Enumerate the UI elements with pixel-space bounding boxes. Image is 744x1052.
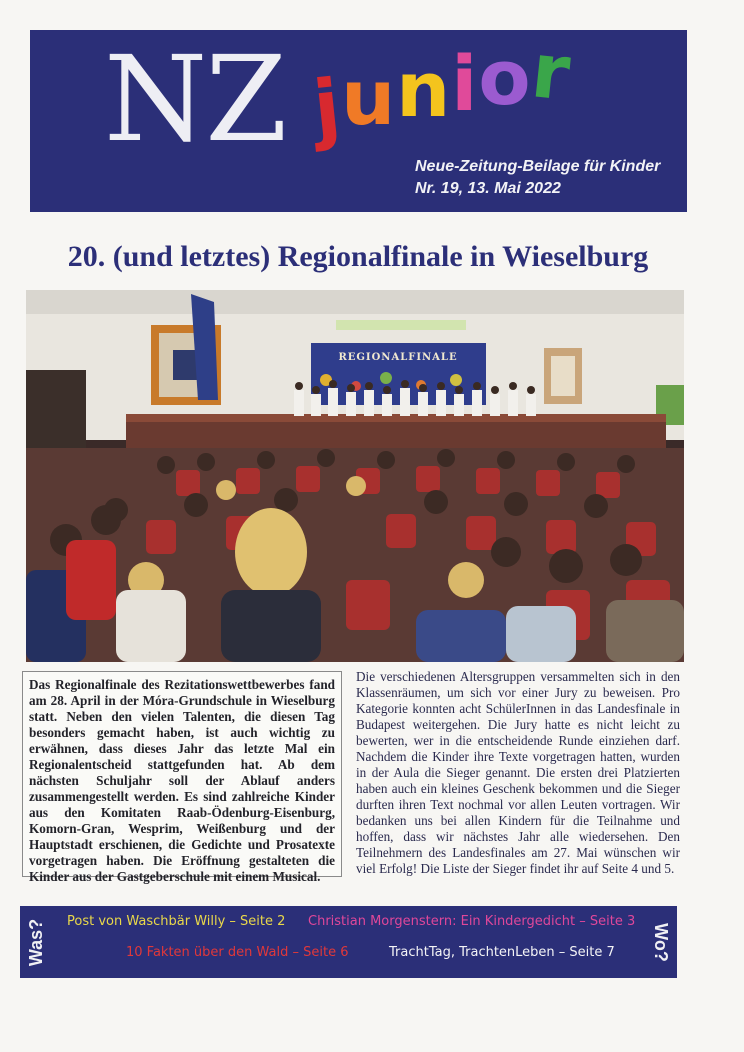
logo-junior-letter: n xyxy=(396,45,452,134)
masthead-subtitle-block xyxy=(415,156,660,201)
contents-item[interactable]: Post von Waschbär Willy – Seite 2 xyxy=(67,914,286,929)
masthead xyxy=(30,25,687,212)
contents-item[interactable]: TrachtTag, TrachtenLeben – Seite 7 xyxy=(389,945,615,960)
contents-item[interactable]: 10 Fakten über den Wald – Seite 6 xyxy=(126,945,349,960)
stage-banner-text: REGIONALFINALE xyxy=(338,352,458,363)
wo-label-text: Wo? xyxy=(650,922,671,962)
logo-junior-letter: r xyxy=(527,25,575,118)
logo-junior-letter: i xyxy=(451,39,479,128)
article-lead: Das Regionalfinale des Rezitationswettbewerbes fand am 28. April in der Móra-Grundschule in Wieselburg statt. Neben den vielen Talenten, die diesen Tag besonders gemacht haben, ist auch wichtig zu erwähnen, dass dieses Jahr das letzte Mal ein Regionalentscheid stattgefunden hat. Ab dem nächsten Schuljahr soll der Ablauf anders zusammengestellt werden. Es sind zahlreiche Kinder aus den Komitaten Raab-Ödenburg-Eisenburg, Komorn-Gran, Wesprim, Weißenburg und der Hauptstadt erschienen, die Gedichte und Prosatexte vorgetragen haben. Die Eröffnung gestalteten die Kinder aus der Gastgeberschule mit einem Musical. xyxy=(22,671,342,877)
was-label-text: Was? xyxy=(26,918,47,966)
was-label xyxy=(20,906,54,978)
logo-junior xyxy=(309,25,575,154)
article-body: Die verschiedenen Altersgruppen versammelten sich in den Klassenräumen, um sich vor einer Jury zu beweisen. Pro Kategorie konnten acht SchülerInnen in das Landesfinale in Budapest weitergehen. Die Jury hatte es nicht leicht zu bewerten, wer in die entscheidende Runde einziehen darf. Nachdem die Kinder ihre Texte vorgetragen hatten, wurden in der Aula die Sieger genannt. Die ersten drei Platzierten haben auch ein kleines Geschenk bekommen und die Sieger durften ihren Text nochmal vor allen Leuten vortragen. Wir bedanken uns bei allen Kindern für die Teilnahme und hoffen, dass wir nächstes Jahr alle wiedersehen. Den Teilnehmern des Landesfinales am 27. Mai wünschen wir viel Erfolg! Die Liste der Sieger findet ihr auf Seite 4 und 5. xyxy=(356,669,680,876)
article-headline: 20. (und letztes) Regionalfinale in Wieselburg xyxy=(67,240,649,273)
event-photo xyxy=(26,290,684,662)
masthead-subtitle: Neue-Zeitung-Beilage für Kinder xyxy=(415,158,661,175)
contents-item[interactable]: Christian Morgenstern: Ein Kindergedicht – Seite 3 xyxy=(308,914,636,929)
logo-nz: NZ xyxy=(104,30,286,168)
logo-junior-letter: j xyxy=(309,61,346,154)
event-photo-illustration xyxy=(26,290,684,662)
contents-bar xyxy=(20,906,677,978)
wo-label xyxy=(643,906,677,978)
logo-junior-letter: u xyxy=(341,53,397,142)
logo-junior-letter: o xyxy=(478,33,532,122)
issue-number: Nr. 19, 13. Mai 2022 xyxy=(415,180,561,198)
